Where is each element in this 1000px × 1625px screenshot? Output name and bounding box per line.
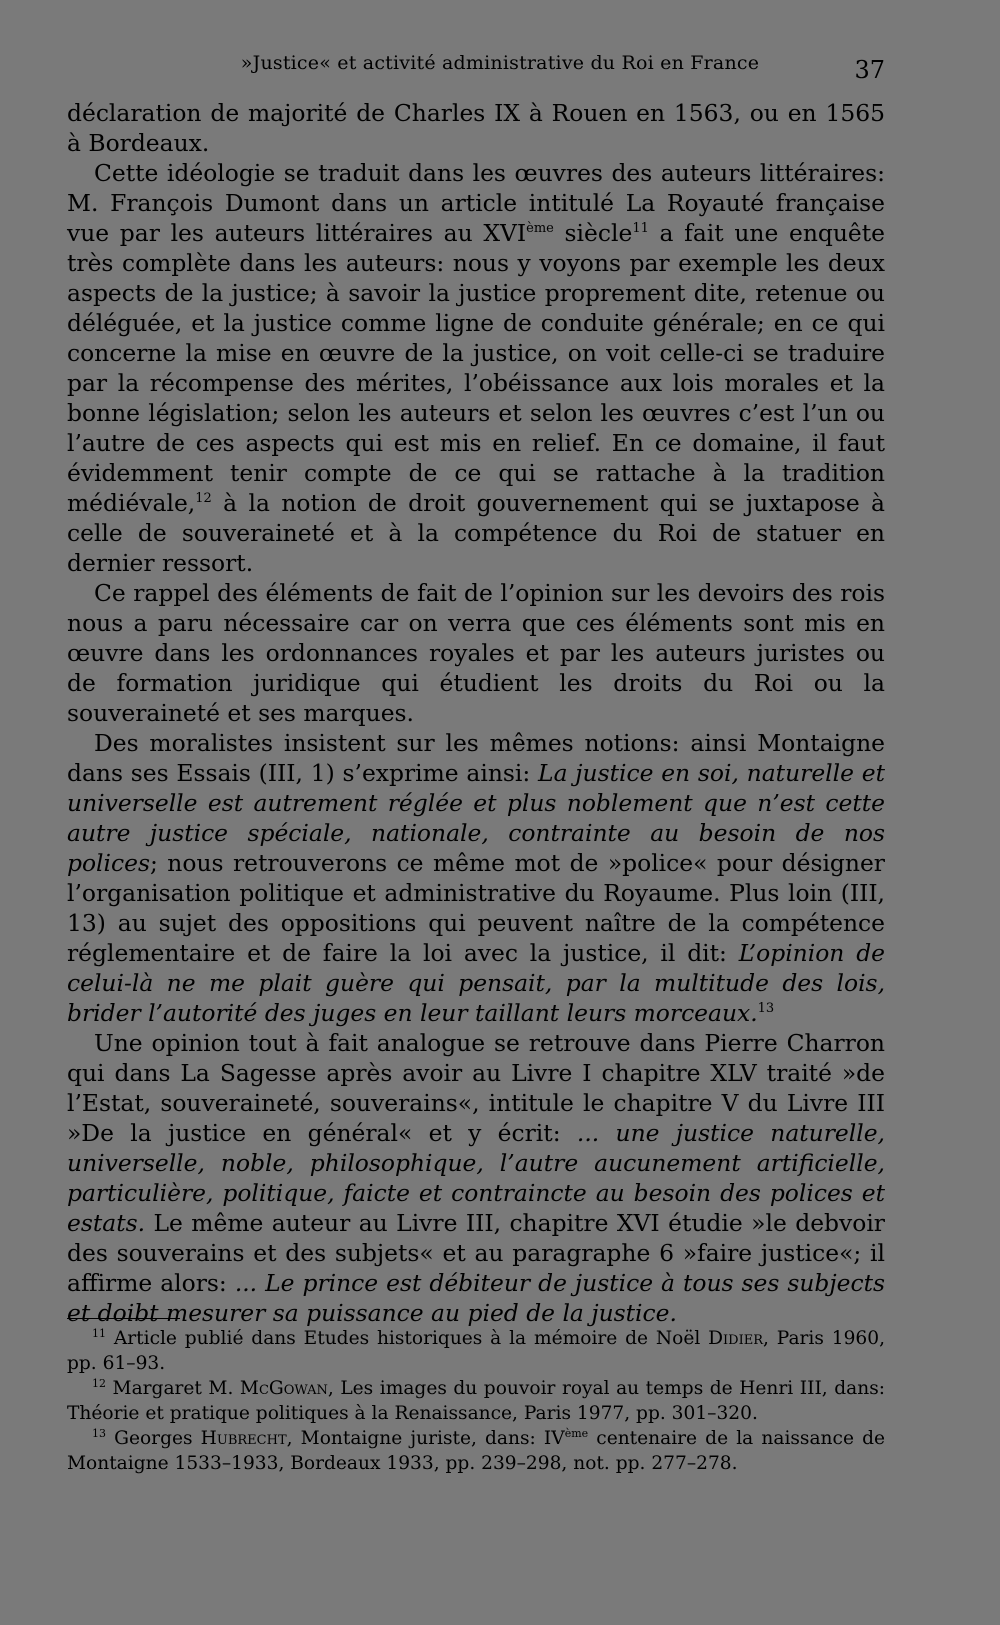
running-title: »Justice« et activité administrative du Roi en France <box>240 52 760 74</box>
footnote-text: Margaret M. <box>106 1378 240 1399</box>
quote-charron-1: ... une justice naturelle, universelle, noble, philosophique, l’autre aucunement artificielle, particulière, politique, faicte et contraincte au besoin des polices et estats. <box>67 1119 885 1237</box>
footnote-text: centenaire de la naissance de Montaigne 1533–1933, Bordeaux 1933, pp. 239–298, not. pp. 277–278. <box>67 1428 885 1474</box>
footnote-13 <box>67 1426 885 1476</box>
body-text <box>67 98 885 1328</box>
footnote-text: Georges <box>106 1428 201 1449</box>
footnote-ref-11[interactable]: 11 <box>632 221 649 237</box>
author-name: Didier <box>708 1328 764 1349</box>
author-name: Hubrecht <box>200 1428 287 1449</box>
footnote-ref-12[interactable]: 12 <box>195 491 212 507</box>
paragraph-moralists <box>67 728 885 1028</box>
footnote-12 <box>67 1376 885 1426</box>
footnote-number: 12 <box>92 1376 106 1390</box>
paragraph-continuation: déclaration de majorité de Charles IX à Rouen en 1563, ou en 1565 à Bordeaux. <box>67 99 885 157</box>
quote-montaigne-1: La justice en soi, naturelle et universelle est autrement réglée et plus noblement que n’est cette autre justice spéciale, nationale, contrainte au besoin de nos polices <box>67 759 885 877</box>
text-segment: Une opinion tout à fait analogue se retrouve dans Pierre Charron qui dans La Sagesse après avoir au Livre I chapitre XLV traité »de l’Estat, souveraineté, souverains«, intitule le chapitre V du Livre III »De la justice en général« et y écrit: <box>67 1029 885 1147</box>
text-segment: siècle <box>553 219 633 247</box>
text-segment: Le même auteur au Livre III, chapitre XVI étudie »le debvoir des souverains et des subjets« et au paragraphe 6 »faire justice«; il affirme alors: <box>67 1209 885 1297</box>
text-segment: ; nous retrouverons ce même mot de »police« pour désigner l’organisation politique et administrative du Royaume. Plus loin (III, 13) au sujet des oppositions qui peuvent naître de la compétence réglementaire et de faire la loi avec la justice, il dit: <box>67 849 885 967</box>
superscript-ordinal: ème <box>564 1426 589 1440</box>
paragraph-recall: Ce rappel des éléments de fait de l’opinion sur les devoirs des rois nous a paru nécessaire car on verra que ces éléments sont mis en œuvre dans les ordonnances royales et par les auteurs juristes ou de formation juridique qui étudient les droits du Roi ou la souveraineté et ses marques. <box>67 579 885 727</box>
footnote-11 <box>67 1326 885 1376</box>
paragraph-ideology <box>67 158 885 578</box>
footnote-number: 13 <box>92 1426 106 1440</box>
quote-charron-2: ... Le prince est débiteur de justice à tous ses subjects et doibt mesurer sa puissance au pied de la justice. <box>67 1269 885 1327</box>
footnote-number: 11 <box>92 1326 106 1340</box>
superscript-ordinal: ème <box>526 221 554 237</box>
text-segment: a fait une enquête très complète dans les auteurs: nous y voyons par exemple les deux aspects de la justice; à savoir la justice proprement dite, retenue ou déléguée, et la justice comme ligne de conduite générale; en ce qui concerne la mise en œuvre de la justice, on voit celle-ci se traduire par la récompense des mérites, l’obéissance aux lois morales et la bonne législation; selon les auteurs et selon les œuvres c’est l’un ou l’autre de ces aspects qui est mis en relief. En ce domaine, il faut évidemment tenir compte de ce qui se rattache à la tradition médiévale, <box>67 219 886 517</box>
footnote-text: , Les images du pouvoir royal au temps de Henri III, dans: Théorie et pratique politiques à la Renaissance, Paris 1977, pp. 301–320. <box>67 1378 885 1424</box>
author-name: McGowan <box>239 1378 328 1399</box>
footnote-ref-13[interactable]: 13 <box>757 1001 775 1017</box>
text-segment: à la notion de droit gouvernement qui se juxtapose à celle de souveraineté et à la compétence du Roi de statuer en dernier ressort. <box>67 489 885 577</box>
footnote-text: Article publié dans Etudes historiques à la mémoire de Noël <box>106 1328 709 1349</box>
page-number: 37 <box>854 56 885 84</box>
footnote-text: , Paris 1960, pp. 61–93. <box>67 1328 885 1374</box>
footnote-text: , Montaigne juriste, dans: IV <box>286 1428 565 1449</box>
paragraph-charron <box>67 1028 885 1328</box>
text-segment: Cette idéologie se traduit dans les œuvres des auteurs littéraires: M. François Dumont dans un article intitulé La Royauté française vue par les auteurs littéraires au XVI <box>67 159 885 247</box>
footnote-divider <box>67 1318 180 1319</box>
quote-montaigne-2: L’opinion de celui-là ne me plait guère qui pensait, par la multitude des lois, brider l’autorité des juges en leur taillant leurs morceaux. <box>67 939 886 1027</box>
text-segment: Des moralistes insistent sur les mêmes notions: ainsi Montaigne dans ses Essais (III, 1) s’exprime ainsi: <box>67 729 885 787</box>
footnotes <box>67 1326 885 1476</box>
